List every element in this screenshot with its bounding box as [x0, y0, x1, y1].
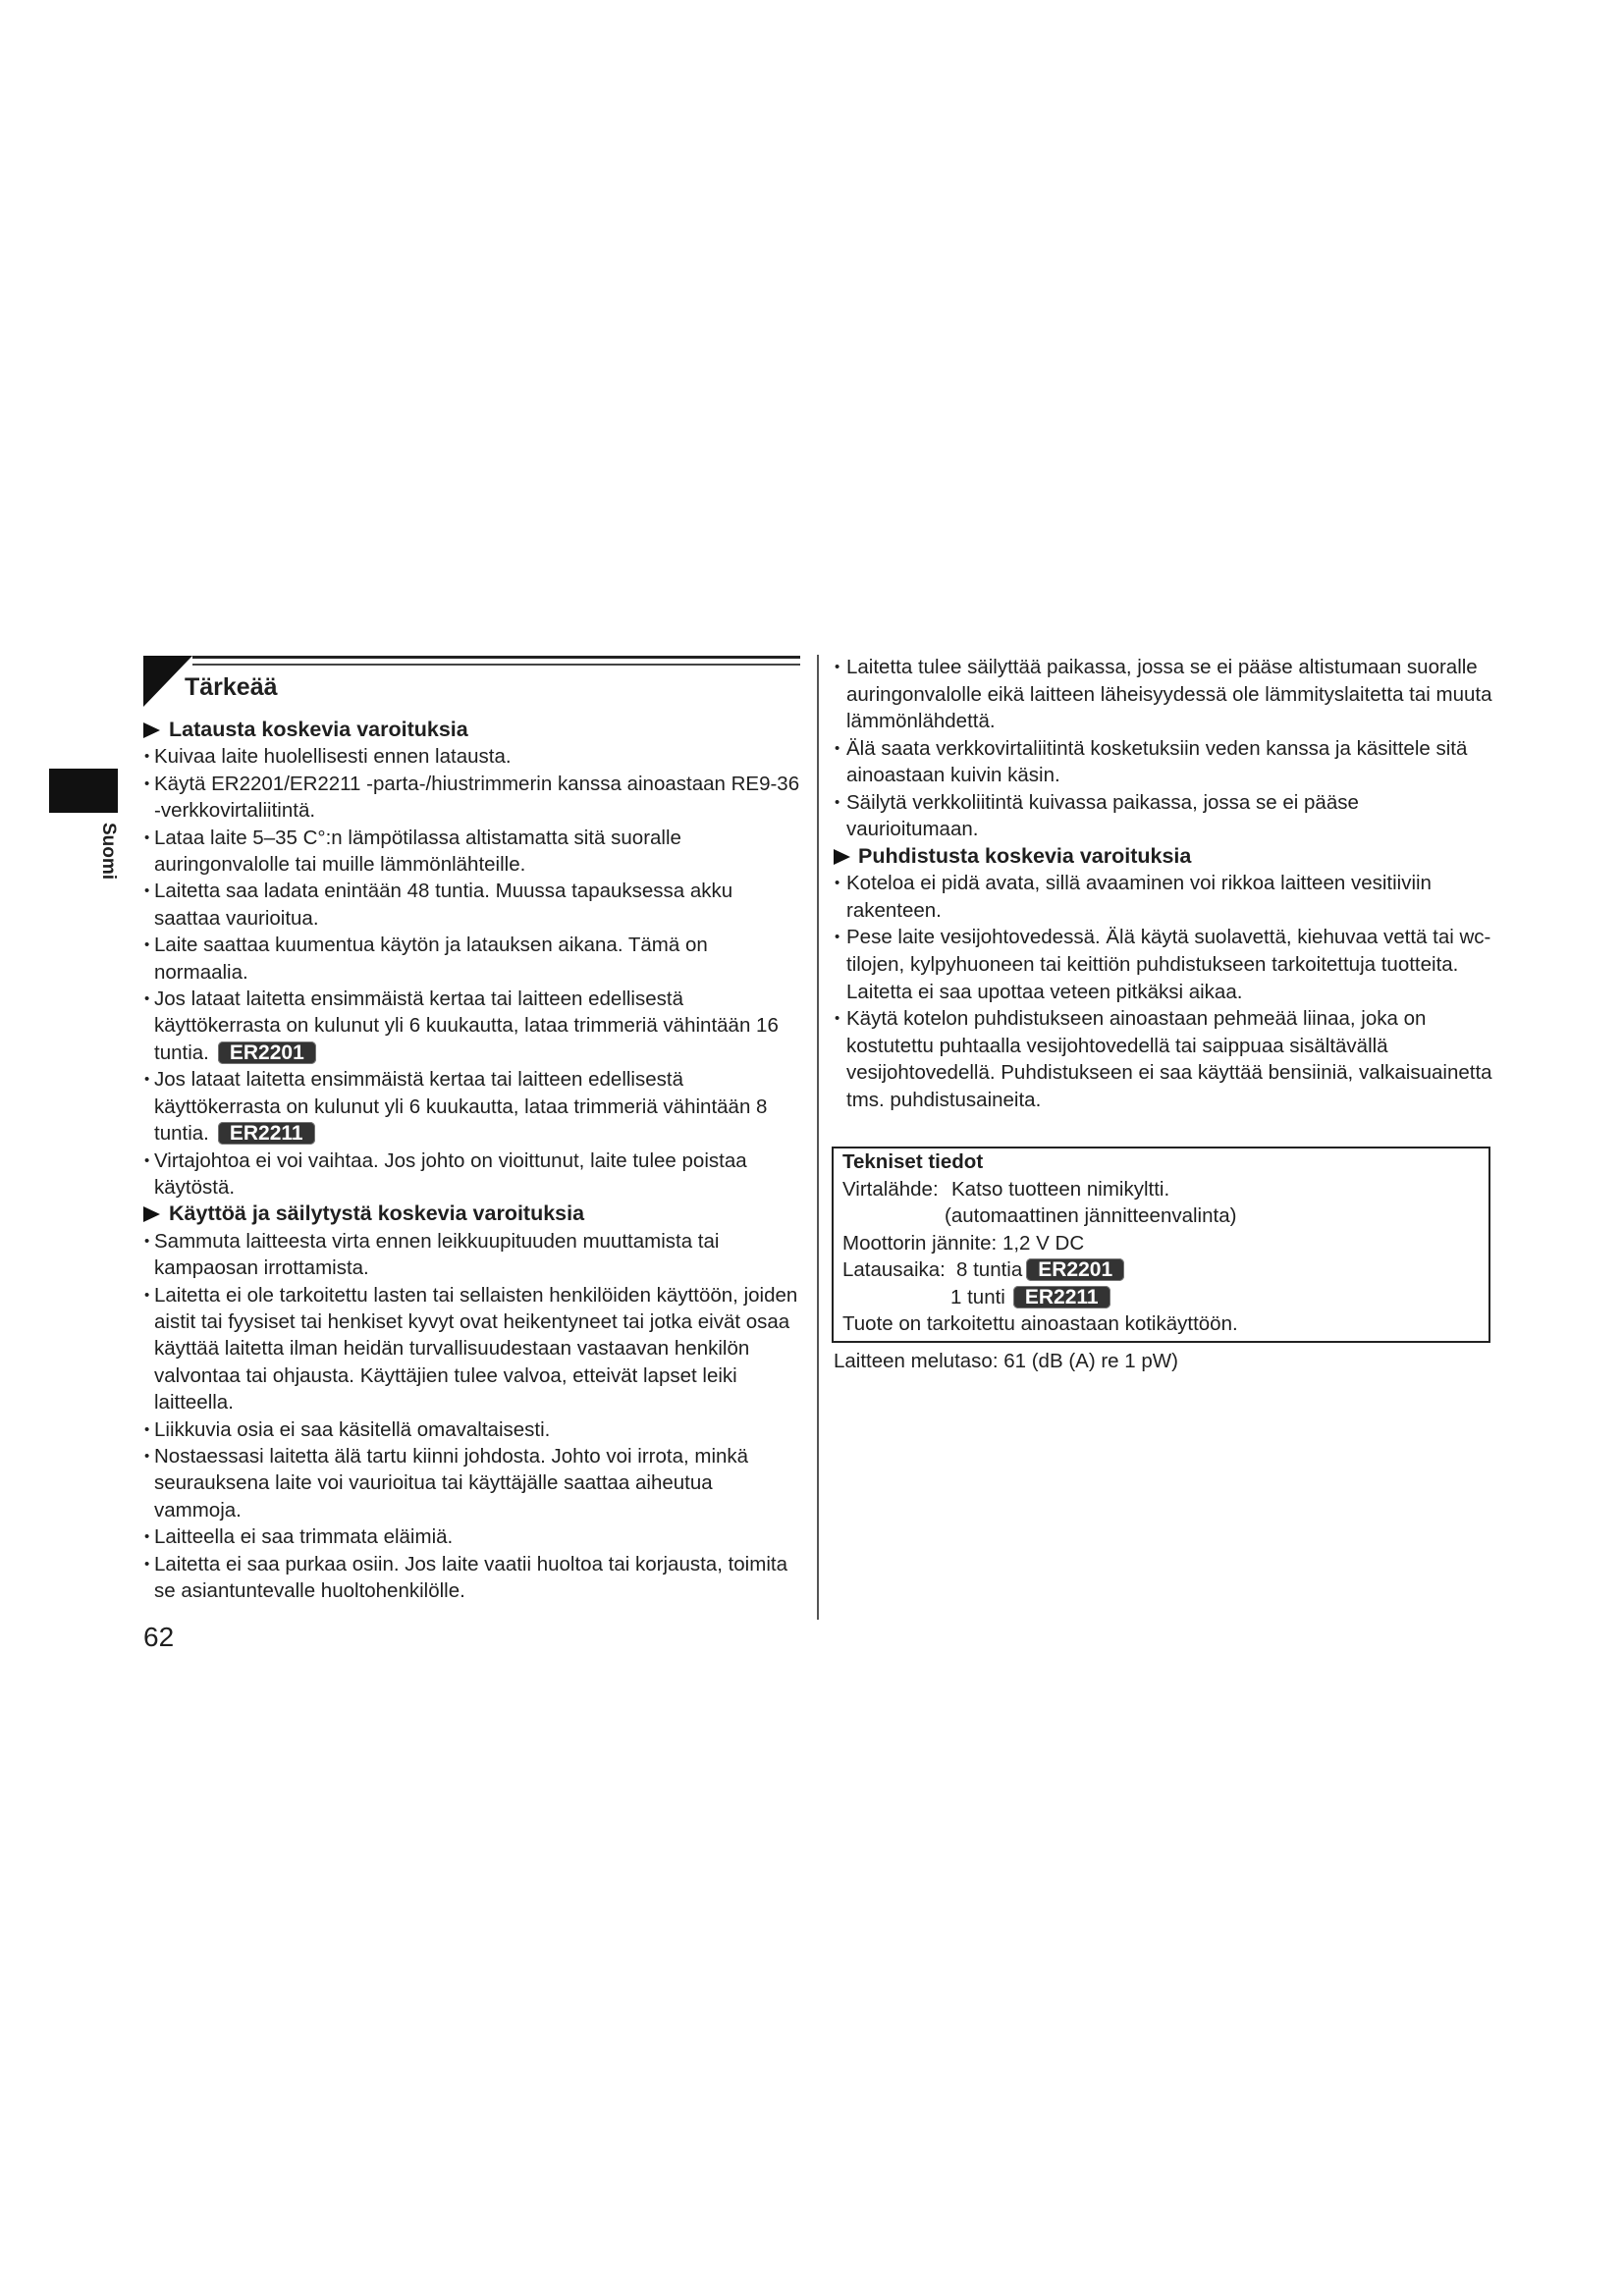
bullet-item — [143, 1523, 811, 1550]
specs-charging-row — [842, 1256, 1480, 1284]
text-line: rakenteen. — [846, 898, 942, 922]
section-heading — [143, 717, 811, 743]
text-line: tms. puhdistusaineita. — [846, 1088, 1042, 1111]
noise-level: Laitteen melutaso: 61 (dB (A) re 1 pW) — [834, 1350, 1178, 1372]
text-line: se asiantuntevalle huoltohenkilölle. — [154, 1579, 465, 1602]
text-line: • Liikkuvia osia ei saa käsitellä omavaltaisesti. — [154, 1417, 551, 1441]
text-line: käytöstä. — [154, 1175, 236, 1199]
text-line: auringonvalolle eikä laitteen läheisyydessä ole lämmityslaitetta tai muuta — [846, 682, 1492, 706]
model-badge: ER2201 — [1026, 1258, 1124, 1281]
text-line: • Lataa laite 5–35 C°:n lämpötilassa altistamatta sitä suoralle — [154, 826, 681, 849]
language-tab-marker — [49, 769, 118, 813]
text-line: • Pese laite vesijohtovedessä. Älä käytä suolavettä, kiehuvaa vettä tai wc- — [846, 926, 1491, 949]
text-line: tuntia. — [154, 1122, 209, 1146]
bullet-item — [834, 654, 1501, 735]
text-line: kampaosan irrottamista. — [154, 1256, 369, 1280]
column-divider — [817, 655, 819, 1620]
text-line: • Säilytä verkkoliitintä kuivassa paikassa, jossa se ei pääse — [846, 790, 1359, 814]
text-line: • Nostaessasi laitetta älä tartu kiinni johdosta. Johto voi irrota, minkä — [154, 1444, 749, 1468]
section-heading-text: Käyttöä ja säilytystä koskevia varoituksia — [169, 1201, 585, 1226]
bullet-item — [143, 825, 811, 879]
heading-rule-thin — [192, 664, 800, 666]
text-line: normaalia. — [154, 960, 248, 984]
text-line: • Jos lataat laitetta ensimmäistä kertaa tai laitteen edellisestä — [154, 988, 683, 1011]
text-line: aistit tai fyysiset tai henkiset kyvyt ovat heikentyneet tai jotka eivät osaa — [154, 1309, 790, 1333]
text-line-with-badge — [154, 1120, 811, 1147]
bullet-item — [143, 1148, 811, 1201]
section-heading-text: Puhdistusta koskevia varoituksia — [858, 843, 1192, 868]
heading-rule — [192, 656, 800, 659]
specs-power-note: (automaattinen jännitteenvalinta) — [945, 1204, 1237, 1227]
text-line: • Käytä kotelon puhdistukseen ainoastaan pehmeää liinaa, joka on — [846, 1007, 1427, 1031]
bullet-item — [143, 1228, 811, 1282]
text-line: • Laite saattaa kuumentua käytön ja latauksen aikana. Tämä on — [154, 934, 708, 957]
technical-specs-box — [832, 1147, 1490, 1343]
text-line: Laitetta ei saa upottaa veteen pitkäksi aikaa. — [846, 980, 1243, 1003]
arrow-right-icon — [143, 722, 160, 738]
text-line: • Jos lataat laitetta ensimmäistä kertaa tai laitteen edellisestä — [154, 1068, 683, 1092]
text-line: • Laitteella ei saa trimmata eläimiä. — [154, 1525, 454, 1549]
bullet-item — [143, 986, 811, 1066]
text-line: • Koteloa ei pidä avata, sillä avaaminen voi rikkoa laitteen vesitiiviin — [846, 872, 1432, 895]
text-line: • Käytä ER2201/ER2211 -parta-/hiustrimmerin kanssa ainoastaan RE9-36 — [154, 772, 800, 795]
specs-power-row — [842, 1176, 1480, 1203]
section-heading-text: Latausta koskevia varoituksia — [169, 718, 468, 741]
text-line: kostutettu puhtaalla vesijohtovedellä tai saippuaa sisältävällä — [846, 1034, 1388, 1057]
text-line: • Laitetta tulee säilyttää paikassa, jossa se ei pääse altistumaan suoralle — [846, 656, 1478, 678]
text-line: • Laitetta saa ladata enintään 48 tuntia. Muussa tapauksessa akku — [154, 880, 733, 903]
bullet-item — [834, 924, 1501, 1005]
specs-charging-time: 1 tunti — [950, 1285, 1005, 1308]
text-line: käyttökerrasta on kulunut yli 6 kuukautta, lataa trimmeriä vähintään 16 — [154, 1014, 779, 1038]
text-line: • Virtajohtoa ei voi vaihtaa. Jos johto on vioittunut, laite tulee poistaa — [154, 1148, 747, 1172]
arrow-right-icon — [143, 1206, 160, 1222]
text-line: käyttökerrasta on kulunut yli 6 kuukautta, lataa trimmeriä vähintään 8 — [154, 1095, 768, 1118]
page-title: Tärkeää — [185, 673, 278, 701]
specs-charging-label: Latausaika: — [842, 1258, 946, 1281]
bullet-item — [143, 1066, 811, 1147]
bullet-item — [143, 743, 811, 770]
bullet-item — [143, 1551, 811, 1605]
text-line: • Laitetta ei ole tarkoitettu lasten tai sellaisten henkilöiden käyttöön, joiden — [154, 1283, 798, 1307]
text-line: vesijohtovedellä. Puhdistukseen ei saa käyttää bensiiniä, valkaisuainetta — [846, 1061, 1492, 1085]
text-line: seurauksena laite voi vaurioitua tai käyttäjälle saattaa aiheutua — [154, 1471, 713, 1495]
specs-usage: Tuote on tarkoitettu ainoastaan kotikäyttöön. — [842, 1312, 1238, 1335]
text-line: auringonvalolle tai muille lämmönlähteille. — [154, 853, 526, 877]
text-line: • Laitetta ei saa purkaa osiin. Jos laite vaatii huoltoa tai korjausta, toimita — [154, 1552, 787, 1575]
text-line: saattaa vaurioitua. — [154, 906, 319, 930]
bullet-item — [143, 878, 811, 932]
text-line: • Sammuta laitteesta virta ennen leikkuupituuden muuttamista tai — [154, 1229, 720, 1253]
bullet-item — [834, 735, 1501, 789]
page-number: 62 — [143, 1622, 175, 1652]
specs-motor-voltage: Moottorin jännite: 1,2 V DC — [842, 1231, 1085, 1255]
bullet-item — [143, 1282, 811, 1416]
text-line: laitteella. — [154, 1391, 234, 1415]
specs-power-label: Virtalähde: — [842, 1177, 939, 1201]
text-line: käyttää laitetta ilman heidän turvallisuudestaan vastaavan henkilön — [154, 1337, 750, 1361]
bullet-item — [143, 1416, 811, 1443]
bullet-item — [834, 789, 1501, 843]
right-column — [834, 654, 1501, 1113]
left-column — [143, 717, 811, 1604]
section-heading — [834, 843, 1501, 871]
model-badge: ER2211 — [218, 1122, 315, 1145]
text-line: valvontaa tai ohjausta. Käyttäjien tulee valvoa, etteivät lapset leiki — [154, 1363, 737, 1387]
section-heading — [143, 1201, 811, 1227]
text-line: tilojen, kylpyhuoneen tai keittiön puhdistukseen tarkoitettuja tuotteita. — [846, 953, 1459, 977]
model-badge: ER2201 — [218, 1041, 316, 1064]
text-line-with-badge — [154, 1040, 811, 1066]
specs-charging-time: 8 tuntia — [956, 1258, 1023, 1281]
bullet-item — [143, 1443, 811, 1523]
text-line: vaurioitumaan. — [846, 818, 979, 841]
bullet-item — [834, 870, 1501, 924]
model-badge: ER2211 — [1013, 1286, 1110, 1308]
text-line: • Älä saata verkkovirtaliitintä kosketuksiin veden kanssa ja käsittele sitä — [846, 736, 1468, 760]
bullet-item — [143, 932, 811, 986]
text-line: • Kuivaa laite huolellisesti ennen latausta. — [154, 745, 512, 769]
bullet-item — [834, 1005, 1501, 1113]
specs-charging-row-2 — [842, 1284, 1480, 1311]
specs-title: Tekniset tiedot — [842, 1150, 984, 1173]
text-line: ainoastaan kuivin käsin. — [846, 764, 1060, 787]
text-line: vammoja. — [154, 1498, 242, 1522]
language-tab-label: Suomi — [98, 823, 119, 881]
specs-power-value: Katso tuotteen nimikyltti. — [951, 1177, 1170, 1201]
text-line: -verkkovirtaliitintä. — [154, 799, 316, 823]
text-line: tuntia. — [154, 1041, 209, 1064]
bullet-item — [143, 771, 811, 825]
text-line: lämmönlähdettä. — [846, 710, 996, 733]
arrow-right-icon — [834, 849, 850, 865]
